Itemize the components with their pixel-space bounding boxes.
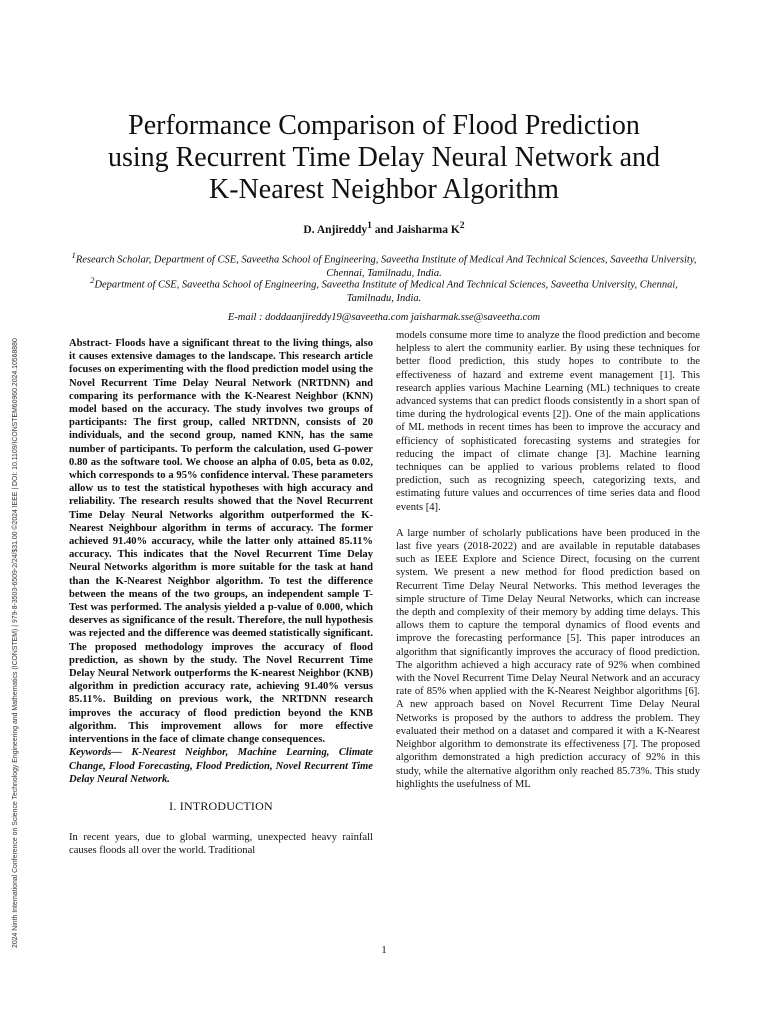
intro-paragraph: In recent years, due to global warming, unexpected heavy rainfall causes floods all over the world. Traditional bbox=[69, 832, 373, 857]
affiliation-2-sup: 2 bbox=[90, 275, 95, 285]
title-line-1: Performance Comparison of Flood Prediction bbox=[128, 110, 640, 141]
section-number: I. bbox=[169, 798, 180, 813]
right-column bbox=[396, 329, 700, 791]
side-publication-strip bbox=[12, 168, 24, 948]
publication-info: 2024 Ninth International Conference on Science Technology Engineering and Mathematics (ICONSTEM) | 979-8-3503-6509-2/24/$31.00 ©2024 IEEE | DOI: 10.1109/ICONSTEM60960.2024.10568880 bbox=[12, 338, 19, 948]
author-1-sup: 1 bbox=[367, 220, 372, 231]
title-line-3: K-Nearest Neighbor Algorithm bbox=[209, 174, 559, 205]
affiliation-1-sup: 1 bbox=[71, 250, 76, 260]
keywords-label: Keywords— bbox=[69, 747, 122, 759]
email-line: E-mail : doddaanjireddy19@saveetha.com jaisharmak.sse@saveetha.com bbox=[227, 312, 541, 323]
abstract: Abstract- Floods have a significant threat to the living things, also it causes extensive damages to the landscape. This research article focuses on experimenting with the flood prediction model using the Novel Recurrent Time Delay Neural Network (NRTDNN) and comparing its performance with the K-Nearest Neighbor (KNN) model based on the accuracy. The study involves two groups of participants: The first group, called NRTDNN, consists of 20 individuals, and the second group, named KNN, has the same number of participants. To perform the calculation, used G-power 0.80 as the software tool. We choose an alpha of 0.05, beta as 0.02, which corresponds to a 95% confidence interval. These parameters allow us to test the statistical hypotheses with high accuracy and reliability. The research results showed that the Novel Recurrent Time Delay Neural Networks algorithm outperformed the K-Nearest Neighbour algorithm in terms of accuracy. The former achieved 91.40% accuracy, while the latter only attained 85.11% accuracy. This indicates that the Novel Recurrent Time Delay Neural Networks algorithm is more suitable for the task at hand than the K-Nearest Neighbor algorithm. To test the difference between the means of the two groups, an independent sample T-Test was performed. The analysis yielded a p-value of 0.000, which deserves as significance of the result. Therefore, the null hypothesis was rejected and the difference was deemed statistically significant. The proposed methodology improves the accuracy of flood prediction, as shown by the study. The Novel Recurrent Time Delay Neural Network outperforms the K-nearest Neighbor (KNB) algorithm in prediction accuracy rate, achieving 91.40% versus 85.11%. Building on previous work, the NRTDNN research improves the accuracy of flood prediction beyond the KNB algorithm. This improvement allows for more effective interventions in the face of climate change consequences. bbox=[69, 338, 373, 746]
section-heading bbox=[69, 800, 373, 813]
affiliation-2-text: Department of CSE, Saveetha School of Engineering, Saveetha Institute of Medical And Technical Sciences, Saveetha University, Chennai, Tamilnadu, India. bbox=[94, 279, 678, 304]
author-and: and bbox=[371, 223, 397, 236]
right-paragraph-1: models consume more time to analyze the flood prediction and become helpless to alert the community earlier. By using these techniques for better flood prediction, this study hopes to contribute to the effectiveness of hazard and extreme event management [1]. This research applies various Machine Learning (ML) techniques to create advanced systems that can predict floods consistently in a short span of time during the hydrological events [2]). One of the main applications of ML methods in recent times has been to improve the accuracy and efficiency of sophisticated forecasting systems and strategies for reducing the impact of climate change [3]. Machine learning techniques can be applied to various problems related to flood prediction, such as recognizing speech, categorizing texts, and estimating future values and occurrences of time series data and flood events [4]. bbox=[396, 330, 700, 513]
right-paragraph-2: A large number of scholarly publications have been produced in the last five years (2018-2022) and are available in reputable databases such as IEEE Explore and Science Direct, focusing on the current system. We present a new method for flood prediction based on Recurrent Time Delay Neural Networks. This method leverages the simple structure of Time Delay Neural Networks, which can increase the depth and complexity of their memory by adding time delays. This allows them to capture the temporal dynamics of flood events and improve the forecasting performance [5]. This paper introduces an algorithm that significantly improves the accuracy of flood prediction. The algorithm achieved a high accuracy rate of 92% when combined with the Novel Recurrent Time Delay Neural Network and an accuracy rate of 85% when applied with the K-Nearest Neighbor algorithms [6]. A new approach based on Novel Recurrent Time Delay Neural Networks is proposed by the authors to address the problem. They evaluated their method on a dataset and compared it with a K-Nearest Neighbor algorithm to demonstrate its effectiveness [7]. The proposed algorithm demonstrated a high prediction accuracy of 92% in this study, while the alternative algorithm only reached 85.73%. This study highlights the usefulness of ML bbox=[396, 527, 700, 790]
author-1: D. Anjireddy bbox=[303, 223, 368, 236]
authors bbox=[0, 220, 768, 236]
section-title: INTRODUCTION bbox=[179, 798, 273, 813]
paper-title bbox=[60, 110, 708, 206]
left-column bbox=[69, 337, 373, 858]
affiliation-2 bbox=[70, 274, 698, 305]
keywords-text: K-Nearest Neighbor, Machine Learning, Climate Change, Flood Forecasting, Flood Prediction, Novel Recurrent Time Delay Neural Network. bbox=[69, 747, 373, 785]
affiliation-1-text: Research Scholar, Department of CSE, Saveetha School of Engineering, Saveetha Institute of Medical And Technical Sciences, Saveetha University, Chennai, Tamilnadu, India. bbox=[75, 254, 697, 279]
author-2-sup: 2 bbox=[459, 220, 465, 231]
page-number: 1 bbox=[381, 944, 387, 956]
keywords bbox=[69, 746, 373, 786]
author-2: Jaisharma K bbox=[396, 223, 460, 236]
title-line-2: using Recurrent Time Delay Neural Network and bbox=[107, 142, 661, 173]
